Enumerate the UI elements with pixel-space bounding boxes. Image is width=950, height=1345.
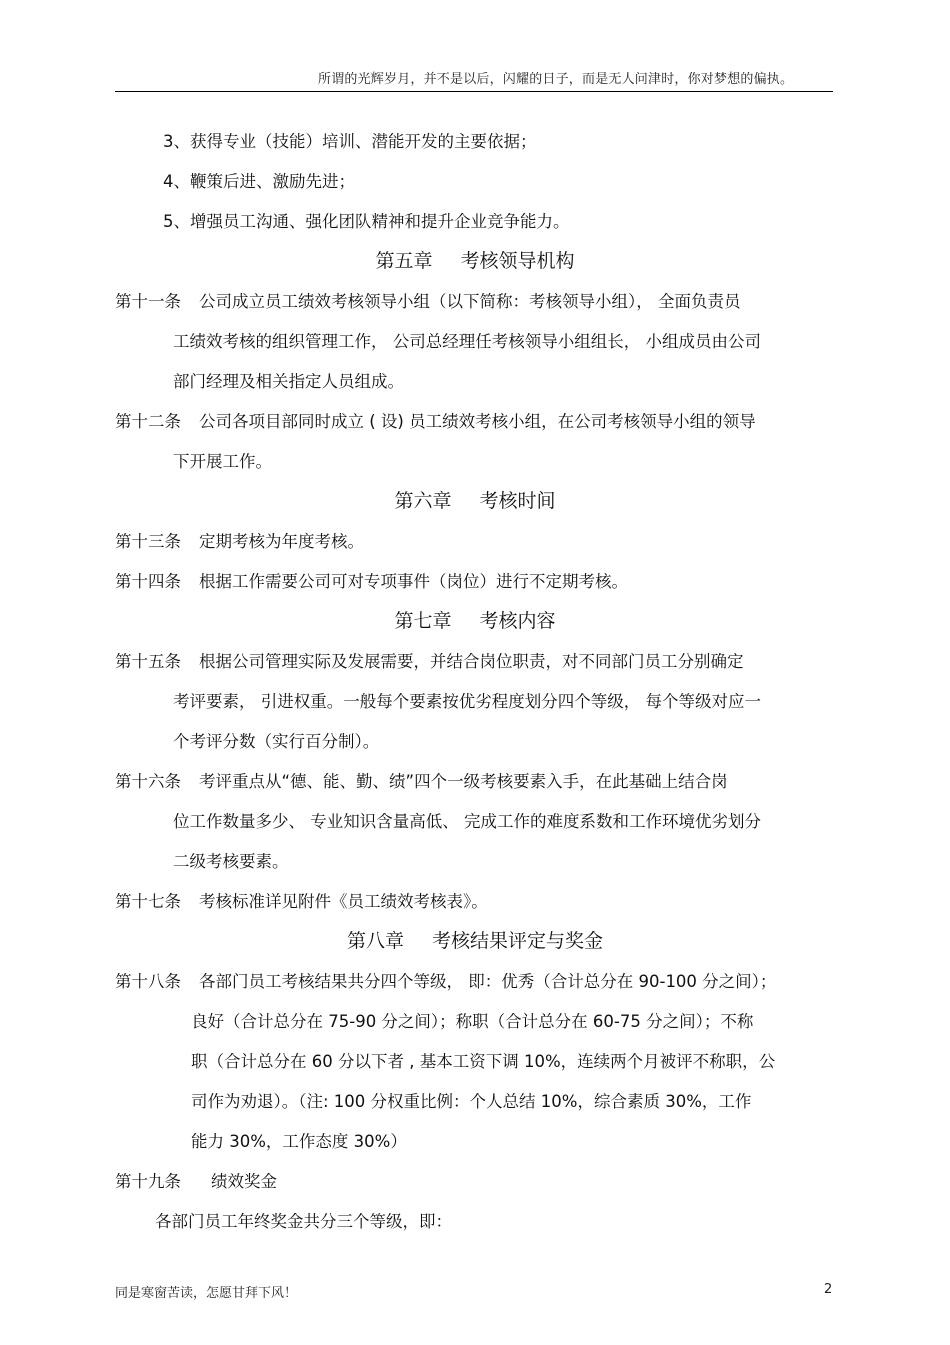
article-15-line-1 — [115, 652, 744, 672]
article-text: 根据公司管理实际及发展需要，并结合岗位职责，对不同部门员工分别确定 — [199, 652, 744, 671]
article-14 — [115, 572, 628, 592]
article-label: 第十一条 — [115, 292, 181, 311]
article-12-line-2: 下开展工作。 — [173, 452, 272, 471]
article-18-line-4: 司作为劝退）。（注: 100 分权重比例：个人总结 10%，综合素质 30%，工作 — [191, 1092, 752, 1111]
article-15-line-3: 个考评分数（实行百分制）。 — [173, 732, 380, 751]
article-18-line-1 — [115, 972, 776, 992]
article-16-line-2: 位工作数量多少、 专业知识含量高低、 完成工作的难度系数和工作环境优劣划分 — [173, 812, 761, 831]
article-text: 考核标准详见附件《员工绩效考核表》。 — [199, 892, 488, 911]
article-text: 考评重点从“德、能、勤、绩”四个一级考核要素入手，在此基础上结合岗 — [199, 772, 728, 791]
chapter-8-heading — [0, 929, 950, 953]
article-11-line-1 — [115, 292, 741, 312]
article-text: 各部门员工考核结果共分四个等级， 即：优秀（合计总分在 90-100 分之间）； — [199, 972, 777, 991]
footer-motto: 同是寒窗苦读，怎愿甘拜下风！ — [115, 1286, 298, 1301]
article-11-line-2: 工绩效考核的组织管理工作， 公司总经理任考核领导小组组长， 小组成员由公司 — [173, 332, 761, 351]
article-label: 第十九条 — [115, 1172, 181, 1191]
article-text: 公司成立员工绩效考核领导小组（以下简称：考核领导小组）， 全面负责员 — [199, 292, 741, 311]
chapter-number: 第七章 — [394, 610, 452, 632]
list-item-4: 4、鞭策后进、激励先进； — [163, 172, 355, 191]
article-label: 第十三条 — [115, 532, 181, 551]
article-15-line-2: 考评要素， 引进权重。一般每个要素按优劣程度划分四个等级， 每个等级对应一 — [173, 692, 761, 711]
chapter-title: 考核结果评定与奖金 — [432, 930, 604, 952]
list-item-5: 5、增强员工沟通、强化团队精神和提升企业竞争能力。 — [163, 212, 570, 231]
article-12-line-1 — [115, 412, 756, 432]
article-11-line-3: 部门经理及相关指定人员组成。 — [173, 372, 404, 391]
list-item-3: 3、获得专业（技能）培训、潜能开发的主要依据； — [163, 132, 537, 151]
article-13 — [115, 532, 364, 552]
article-16-line-3: 二级考核要素。 — [173, 852, 289, 871]
header-divider — [115, 91, 833, 92]
article-18-line-5: 能力 30%，工作态度 30%） — [191, 1132, 407, 1151]
chapter-6-heading — [0, 489, 950, 513]
article-label: 第十七条 — [115, 892, 181, 911]
article-16-line-1 — [115, 772, 728, 792]
page-number: 2 — [824, 1282, 833, 1297]
article-label: 第十八条 — [115, 972, 181, 991]
chapter-number: 第五章 — [375, 250, 433, 272]
article-19-sub: 各部门员工年终奖金共分三个等级，即： — [155, 1212, 452, 1231]
chapter-title: 考核内容 — [479, 610, 556, 632]
article-17 — [115, 892, 488, 912]
chapter-5-heading — [0, 249, 950, 273]
article-label: 第十六条 — [115, 772, 181, 791]
chapter-title: 考核时间 — [479, 490, 556, 512]
article-label: 第十二条 — [115, 412, 181, 431]
chapter-number: 第八章 — [346, 930, 404, 952]
article-18-line-2: 良好（合计总分在 75-90 分之间）；称职（合计总分在 60-75 分之间）；不称 — [191, 1012, 754, 1031]
article-text: 绩效奖金 — [211, 1172, 277, 1191]
article-19 — [115, 1172, 277, 1192]
article-text: 根据工作需要公司可对专项事件（岗位）进行不定期考核。 — [199, 572, 628, 591]
article-label: 第十四条 — [115, 572, 181, 591]
chapter-7-heading — [0, 609, 950, 633]
article-text: 定期考核为年度考核。 — [199, 532, 364, 551]
chapter-title: 考核领导机构 — [460, 250, 575, 272]
article-label: 第十五条 — [115, 652, 181, 671]
article-text: 公司各项目部同时成立 ( 设) 员工绩效考核小组，在公司考核领导小组的领导 — [199, 412, 756, 431]
article-18-line-3: 职（合计总分在 60 分以下者 , 基本工资下调 10%，连续两个月被评不称职，公 — [191, 1052, 776, 1071]
chapter-number: 第六章 — [394, 490, 452, 512]
header-quote: 所谓的光辉岁月，并不是以后，闪耀的日子，而是无人问津时，你对梦想的偏执。 — [318, 72, 794, 87]
